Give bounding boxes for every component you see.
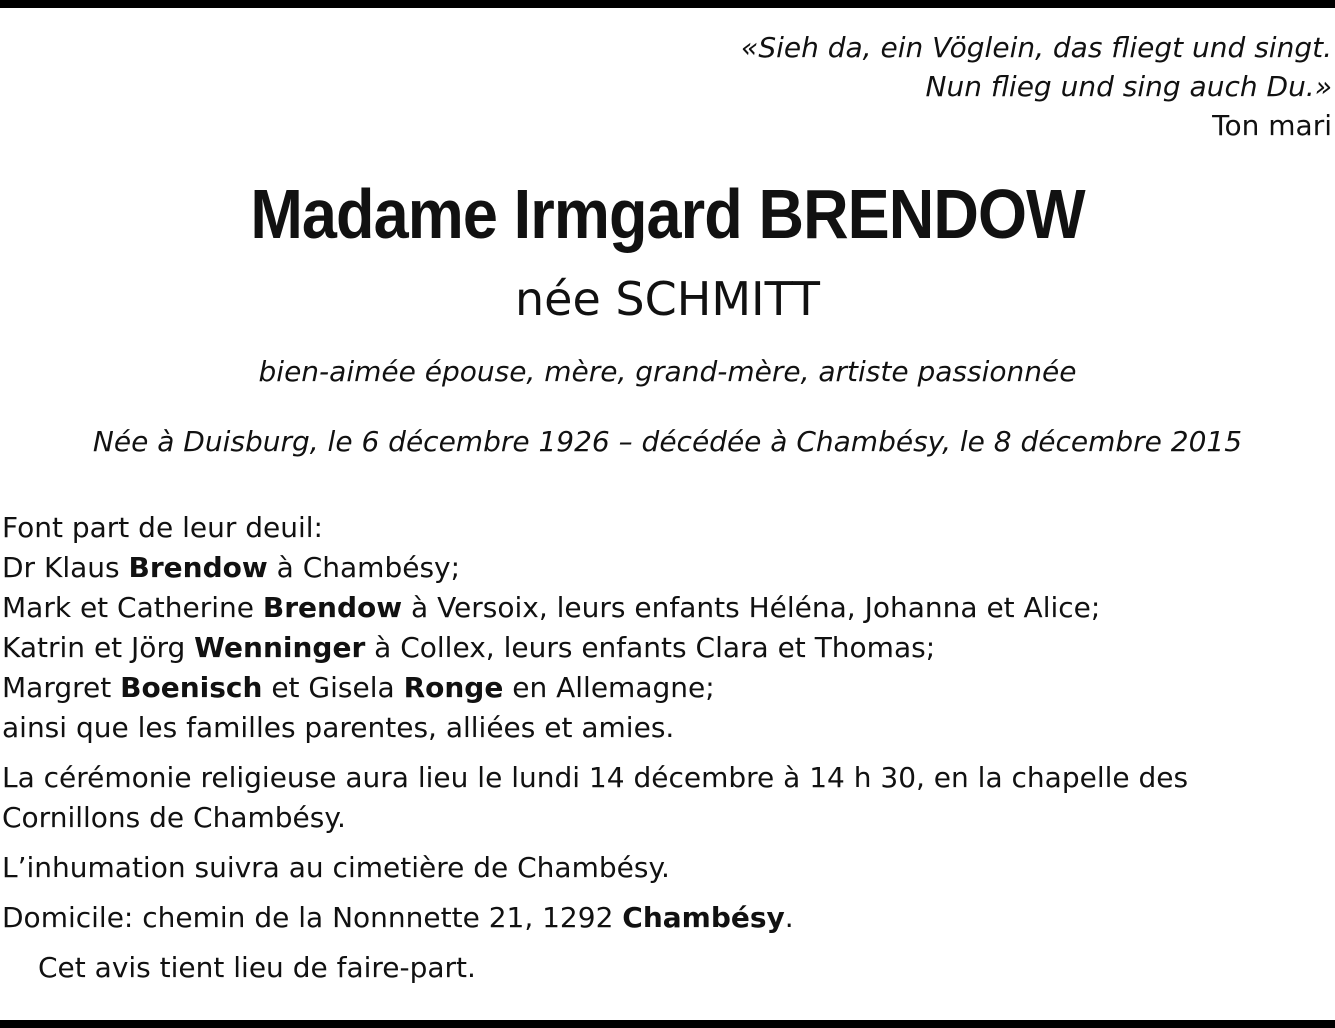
mourner-given-names: Katrin et Jörg: [2, 631, 195, 664]
domicile-place: Chambésy: [622, 901, 785, 934]
quote-line-1: «Sieh da, ein Vöglein, das fliegt und singt.: [741, 31, 1332, 64]
mourner-connector: et Gisela: [262, 671, 404, 704]
maiden-name: née SCHMITT: [515, 272, 820, 326]
top-rule: [0, 0, 1335, 8]
mourner-details: à Versoix, leurs enfants Héléna, Johanna et Alice;: [402, 591, 1101, 624]
mourner-surname: Brendow: [262, 591, 403, 624]
domicile-text: [2, 898, 1335, 938]
mourner-entry: [2, 548, 1335, 588]
mourner-entry: [2, 628, 1335, 668]
mourner-surname: Ronge: [403, 671, 504, 704]
mourner-given-names: Mark et Catherine: [2, 591, 263, 624]
mourner-entry: [2, 588, 1335, 628]
deceased-name: Madame Irmgard BRENDOW: [250, 175, 1085, 253]
mourner-surname: Wenninger: [194, 631, 366, 664]
mourners-list: [2, 508, 1335, 748]
mourner-given-names: Dr Klaus: [2, 551, 129, 584]
domicile-punctuation: .: [784, 901, 794, 934]
bottom-rule: [0, 1020, 1335, 1028]
ceremony-line-2: Cornillons de Chambésy.: [2, 801, 346, 834]
birth-death-dates: Née à Duisburg, le 6 décembre 1926 – décédée à Chambésy, le 8 décembre 2015: [92, 425, 1243, 458]
ceremony-line-1: La cérémonie religieuse aura lieu le lundi 14 décembre à 14 h 30, en la chapelle des: [2, 761, 1189, 794]
burial-text: L’inhumation suivra au cimetière de Chambésy.: [2, 851, 670, 884]
mourner-surname: Brendow: [128, 551, 268, 584]
burial-info: [2, 848, 1335, 888]
mourner-details: à Collex, leurs enfants Clara et Thomas;: [365, 631, 936, 664]
epithet: bien-aimée épouse, mère, grand-mère, artiste passionnée: [258, 355, 1077, 388]
quote-line-2: Nun flieg und sing auch Du.»: [925, 70, 1332, 103]
quote-signature: Ton mari: [1212, 109, 1332, 142]
mourners-intro: Font part de leur deuil:: [2, 511, 323, 544]
domicile-address: Domicile: chemin de la Nonnnette 21, 1292: [2, 901, 623, 934]
mourner-details: en Allemagne;: [503, 671, 715, 704]
mourner-given-names: Margret: [2, 671, 121, 704]
epigraph-quote: [741, 28, 1332, 145]
mourner-entry: [2, 668, 1335, 708]
domicile-info: [2, 898, 1335, 938]
ceremony-info: [2, 758, 1335, 838]
mourner-surname: Boenisch: [120, 671, 263, 704]
mourners-closing: ainsi que les familles parentes, alliées et amies.: [2, 711, 675, 744]
notice-body: [2, 508, 1335, 998]
notice-text: Cet avis tient lieu de faire-part.: [38, 951, 476, 984]
notice-footer: [2, 948, 1335, 988]
mourner-details: à Chambésy;: [267, 551, 461, 584]
